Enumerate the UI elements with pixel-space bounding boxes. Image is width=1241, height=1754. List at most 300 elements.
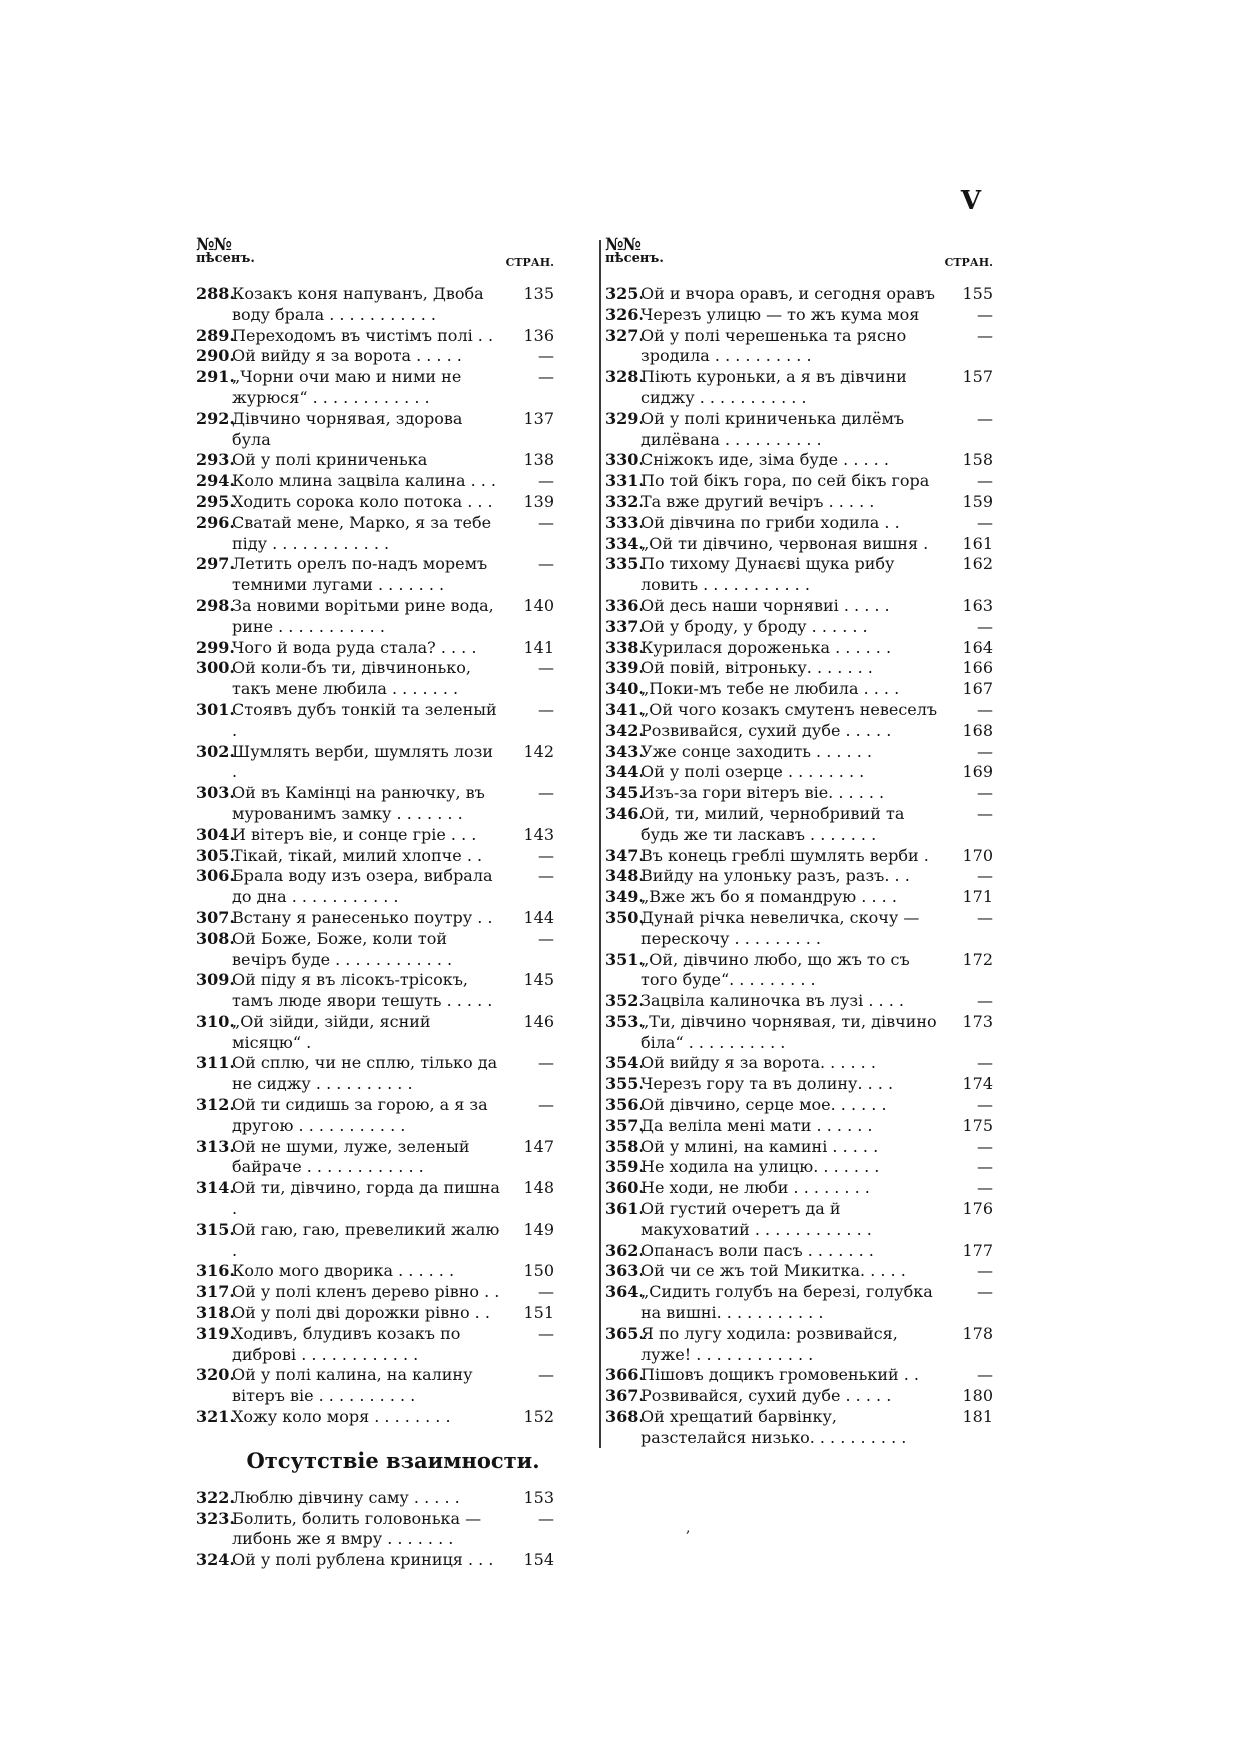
entry-title: Ой десь наши чорнявиі . . . . . (641, 595, 890, 615)
toc-entry (196, 1365, 554, 1407)
entry-title: Ой повій, вітроньку. . . . . . . (641, 658, 873, 678)
entry-number: 339. (605, 658, 644, 678)
entry-title: Козакъ коня напуванъ, Двоба воду брала . . . . . . . . . . . (232, 284, 484, 324)
entry-number: 353. (605, 1011, 644, 1031)
entry-page: 151 (523, 1303, 554, 1323)
entry-page: 149 (523, 1219, 554, 1239)
entry-title: Коло млина зацвіла калина . . . (232, 471, 497, 491)
entry-number: 296. (196, 512, 235, 532)
toc-entry (605, 1386, 993, 1407)
page-label: СТРАН. (505, 256, 554, 269)
entry-page: 152 (523, 1407, 554, 1427)
entry-page: 161 (962, 533, 993, 553)
toc-entry (196, 367, 554, 409)
entry-title: Хожу коло моря . . . . . . . . (232, 1407, 451, 1427)
entry-title: Ой вийду я за ворота. . . . . . (641, 1053, 876, 1073)
entry-page: 135 (523, 284, 554, 303)
entry-number: 291. (196, 367, 235, 387)
entry-page: — (977, 907, 993, 927)
toc-entry (605, 326, 993, 368)
entry-page: 159 (962, 491, 993, 511)
entry-title: Брала воду изъ озера, вибрала до дна . . . . . . . . . . . (232, 866, 493, 907)
entry-title: Ой у полі озерце . . . . . . . . (641, 762, 865, 782)
entry-number: 343. (605, 741, 644, 761)
entry-title: Зацвіла калиночка въ лузі . . . . (641, 991, 904, 1011)
toc-entry (196, 1178, 554, 1220)
entry-title: Уже сонце заходить . . . . . . (641, 741, 872, 761)
entry-title: Ой ти сидишь за горою, а я за другою . . . . . . . . . . . (232, 1095, 488, 1135)
entry-number: 334. (605, 533, 644, 553)
entry-page: 158 (962, 450, 993, 470)
entry-title: Сватай мене, Марко, я за тебе піду . . . . . . . . . . . . (232, 512, 492, 553)
toc-entry (196, 638, 554, 659)
entry-title: Ой у полі черешенька та рясно зродила . . . . . . . . . . (641, 325, 907, 366)
entry-number: 307. (196, 907, 235, 927)
entry-title: Да веліла мені мати . . . . . . (641, 1115, 873, 1135)
entry-title: „Ой чого козакъ смутенъ невеселъ (641, 699, 938, 719)
toc-entry (196, 450, 554, 471)
entry-page: — (977, 991, 993, 1011)
toc-entry (605, 638, 993, 659)
entry-number: 328. (605, 367, 644, 387)
entry-page: — (977, 1095, 993, 1115)
entry-number: 362. (605, 1240, 644, 1260)
toc-entry (605, 1365, 993, 1386)
entry-title: Ой и вчора оравъ, и сегодня оравъ (641, 284, 935, 303)
toc-entry (196, 554, 554, 596)
entry-page: 172 (962, 949, 993, 969)
toc-entry (605, 1324, 993, 1366)
entry-page: — (977, 512, 993, 532)
entry-page: 139 (523, 491, 554, 511)
entry-page: — (538, 928, 554, 948)
entry-number: 361. (605, 1199, 644, 1219)
entry-number: 359. (605, 1157, 644, 1177)
toc-entry (196, 513, 554, 555)
entry-title: Опанасъ воли пасъ . . . . . . . (641, 1240, 874, 1260)
entry-title: Курилася дороженька . . . . . . (641, 637, 892, 657)
toc-entry (605, 1407, 993, 1449)
toc-entry (605, 721, 993, 742)
entry-title: Розвивайся, сухий дубе . . . . . (641, 720, 892, 740)
toc-entry (605, 596, 993, 617)
entry-title: Ой Боже, Боже, коли той вечіръ буде . . . . . . . . . . . . (232, 928, 453, 969)
entry-page: — (538, 554, 554, 574)
entry-number: 295. (196, 491, 235, 511)
entry-page: 154 (523, 1550, 554, 1570)
entry-page: 148 (523, 1178, 554, 1198)
toc-entry (605, 1199, 993, 1241)
toc-entry (605, 1157, 993, 1178)
column-divider (599, 240, 601, 1448)
entry-number: 293. (196, 450, 235, 470)
toc-entry (196, 908, 554, 929)
entry-page: 136 (523, 325, 554, 345)
entry-number: 311. (196, 1053, 235, 1073)
toc-entry (605, 908, 993, 950)
toc-entry (605, 450, 993, 471)
entry-number: 347. (605, 845, 644, 865)
entry-page: 137 (523, 408, 554, 428)
toc-entry (605, 409, 993, 451)
entry-page: 166 (962, 658, 993, 678)
entry-title: Ой ти, дівчино, горда да пишна . (232, 1178, 500, 1219)
entry-title: Сніжокъ иде, зіма буде . . . . . (641, 450, 889, 470)
entry-page: — (977, 699, 993, 719)
entry-title: „Чорни очи маю и ними не журюся“ . . . . . . . . . . . . (232, 367, 462, 407)
toc-entry (196, 284, 554, 326)
entry-number: 300. (196, 658, 235, 678)
entry-number: 332. (605, 491, 644, 511)
entry-number: 317. (196, 1282, 235, 1302)
toc-entry (605, 367, 993, 409)
entry-page: — (538, 699, 554, 719)
toc-entry (605, 866, 993, 887)
entry-page: — (977, 1157, 993, 1177)
header-number-label (605, 235, 695, 266)
entry-title: Ой у полі криниченька (232, 450, 428, 470)
page-label: СТРАН. (944, 256, 993, 269)
entry-title: Ой піду я въ лісокъ-трісокъ, тамъ люде явори тешуть . . . . . (232, 970, 493, 1011)
entry-page: — (538, 471, 554, 491)
entry-page: 177 (962, 1240, 993, 1260)
entry-title: Ой у млині, на камині . . . . . (641, 1136, 879, 1156)
entry-page: — (538, 512, 554, 532)
entry-page: 144 (523, 907, 554, 927)
toc-entry (196, 1509, 554, 1551)
entry-number: 309. (196, 970, 235, 990)
entry-page: 168 (962, 720, 993, 740)
toc-entry (605, 1095, 993, 1116)
entry-number: 349. (605, 887, 644, 907)
entry-title: Не ходила на улицю. . . . . . . (641, 1157, 880, 1177)
entry-number: 340. (605, 679, 644, 699)
right-column (605, 235, 993, 1449)
toc-entry (196, 1282, 554, 1303)
toc-entry (605, 846, 993, 867)
entry-page: 150 (523, 1261, 554, 1281)
entry-page: — (977, 471, 993, 491)
toc-entry (605, 700, 993, 721)
entry-number: 288. (196, 284, 235, 303)
entry-page: — (977, 803, 993, 823)
entry-title: Ой не шуми, луже, зеленый байраче . . . . . . . . . . . . (232, 1136, 470, 1177)
entry-number: 366. (605, 1365, 644, 1385)
entry-number: 335. (605, 554, 644, 574)
number-symbol: №№ (605, 235, 640, 255)
entry-number: 305. (196, 845, 235, 865)
entry-number: 308. (196, 928, 235, 948)
toc-entry (605, 1261, 993, 1282)
entry-page: 142 (523, 741, 554, 761)
entry-page: 178 (962, 1323, 993, 1343)
entry-title: Ой чи се жъ той Микитка. . . . . (641, 1261, 906, 1281)
toc-entry (196, 866, 554, 908)
entry-page: — (977, 325, 993, 345)
entry-page: 153 (523, 1487, 554, 1507)
entry-page: 157 (962, 367, 993, 387)
entry-page: 169 (962, 762, 993, 782)
toc-entry (196, 596, 554, 638)
entry-title: Ой въ Камінці на ранючку, въ мурованимъ замку . . . . . . . (232, 783, 485, 823)
entry-page: 170 (962, 845, 993, 865)
toc-entry (196, 929, 554, 971)
toc-entry (605, 679, 993, 700)
toc-entry (605, 804, 993, 846)
entry-number: 313. (196, 1136, 235, 1156)
entry-number: 294. (196, 471, 235, 491)
entry-page: — (538, 1282, 554, 1302)
entry-number: 342. (605, 720, 644, 740)
entry-page: 176 (962, 1199, 993, 1219)
toc-entry (605, 1053, 993, 1074)
entry-title: Ой у полі криниченька дилёмъ дилёвана . . . . . . . . . . (641, 408, 905, 449)
entry-page: 143 (523, 824, 554, 844)
number-label: пѣсенъ. (196, 251, 255, 266)
toc-entry (605, 554, 993, 596)
entry-title: Та вже другий вечіръ . . . . . (641, 491, 875, 511)
toc-entry (605, 1137, 993, 1158)
entry-number: 320. (196, 1365, 235, 1385)
entry-number: 312. (196, 1095, 235, 1115)
entry-number: 303. (196, 783, 235, 803)
toc-entry (605, 284, 993, 305)
entry-title: Ой густий очеретъ да й макуховатий . . . . . . . . . . . . (641, 1199, 872, 1239)
entry-title: Ой хрещатий барвінку, разстелайся низько. . . . . . . . . . (641, 1407, 907, 1447)
entry-title: Болить, болить головонька — либонь же я вмру . . . . . . . (232, 1508, 482, 1549)
entry-number: 323. (196, 1508, 235, 1528)
entry-page: — (977, 1053, 993, 1073)
entry-number: 351. (605, 949, 644, 969)
entry-title: Летить орелъ по-надъ моремъ темними лугами . . . . . . . (232, 554, 488, 595)
entry-title: Коло мого дворика . . . . . . (232, 1261, 455, 1281)
entry-title: Ой у броду, у броду . . . . . . (641, 616, 868, 636)
entry-number: 299. (196, 637, 235, 657)
entry-page: — (538, 866, 554, 886)
entry-number: 331. (605, 471, 644, 491)
entry-number: 363. (605, 1261, 644, 1281)
entry-page: 173 (962, 1011, 993, 1031)
entry-number: 302. (196, 741, 235, 761)
entry-page: 174 (962, 1074, 993, 1094)
entry-page: 181 (962, 1407, 993, 1427)
toc-entry (605, 1012, 993, 1054)
entry-title: Ой у полі дві дорожки рівно . . (232, 1303, 490, 1323)
entry-number: 324. (196, 1550, 235, 1570)
entry-title: Чого й вода руда стала? . . . . (232, 637, 477, 657)
entry-number: 315. (196, 1219, 235, 1239)
entry-title: Дунай річка невеличка, скочу — перескочу . . . . . . . . . (641, 907, 920, 948)
entry-number: 292. (196, 408, 235, 428)
entry-list (196, 1488, 554, 1571)
toc-entry (196, 1220, 554, 1262)
entry-page: — (977, 1282, 993, 1302)
entry-title: Ой у полі рублена криниця . . . (232, 1550, 494, 1570)
entry-page: 138 (523, 450, 554, 470)
entry-page: — (538, 783, 554, 803)
entry-title: Ой, ти, милий, чернобривий та будь же ти ласкавъ . . . . . . . (641, 803, 905, 844)
entry-number: 289. (196, 325, 235, 345)
entry-page: — (538, 1053, 554, 1073)
entry-number: 348. (605, 866, 644, 886)
entry-title: Стоявъ дубъ тонкій та зеленый . (232, 699, 497, 740)
entry-number: 321. (196, 1407, 235, 1427)
entry-title: Ходить сорока коло потока . . . (232, 491, 493, 511)
toc-entry (196, 783, 554, 825)
entry-number: 336. (605, 595, 644, 615)
entry-page: 162 (962, 554, 993, 574)
entry-number: 337. (605, 616, 644, 636)
entry-number: 310. (196, 1011, 235, 1031)
entry-title: И вітеръ віе, и сонце гріе . . . (232, 824, 477, 844)
entry-number: 368. (605, 1407, 644, 1427)
toc-entry (605, 1074, 993, 1095)
entry-number: 356. (605, 1095, 644, 1115)
entry-title: „Сидить голубъ на березі, голубка на вишні. . . . . . . . . . . (641, 1282, 933, 1323)
toc-entry (196, 1053, 554, 1095)
toc-entry (605, 783, 993, 804)
entry-title: „Ой ти дівчино, червоная вишня . (641, 533, 929, 553)
entry-page: 155 (962, 284, 993, 303)
entry-page: — (977, 1136, 993, 1156)
entry-page: — (977, 1178, 993, 1198)
entry-number: 314. (196, 1178, 235, 1198)
entry-page: 171 (962, 887, 993, 907)
toc-entry (605, 617, 993, 638)
entry-title: Ой у полі калина, на калину вітеръ віе . . . . . . . . . . (232, 1365, 473, 1406)
entry-page: 140 (523, 595, 554, 615)
toc-entry (196, 346, 554, 367)
entry-page: 141 (523, 637, 554, 657)
number-symbol: №№ (196, 235, 231, 255)
entry-title: Пішовъ дощикъ громовенький . . (641, 1365, 919, 1385)
entry-number: 364. (605, 1282, 644, 1302)
entry-title: По той бікъ гора, по сей бікъ гора (641, 471, 930, 491)
entry-title: Ой дівчино, серце мое. . . . . . (641, 1095, 887, 1115)
entry-title: Розвивайся, сухий дубе . . . . . (641, 1386, 892, 1406)
entry-page: 167 (962, 679, 993, 699)
entry-page: 164 (962, 637, 993, 657)
entry-page: — (538, 1508, 554, 1528)
entry-number: 354. (605, 1053, 644, 1073)
toc-entry (196, 846, 554, 867)
column-header (605, 235, 993, 284)
toc-entry (196, 970, 554, 1012)
entry-number: 330. (605, 450, 644, 470)
toc-entry (605, 1178, 993, 1199)
entry-page: 180 (962, 1386, 993, 1406)
toc-entry (605, 492, 993, 513)
entry-page: 147 (523, 1136, 554, 1156)
entry-number: 345. (605, 783, 644, 803)
toc-entry (196, 326, 554, 347)
entry-page: — (538, 346, 554, 366)
toc-entry (196, 1095, 554, 1137)
entry-page: — (538, 1365, 554, 1385)
entry-number: 316. (196, 1261, 235, 1281)
entry-page: — (977, 783, 993, 803)
entry-title: Черезъ гору та въ долину. . . . (641, 1074, 894, 1094)
page-number: V (960, 186, 982, 216)
entry-title: „Ой, дівчино любо, що жъ то съ того буде“. . . . . . . . . (641, 949, 910, 990)
toc-entry (196, 1550, 554, 1571)
column-header (196, 235, 554, 284)
toc-entry (605, 471, 993, 492)
toc-entry (196, 1488, 554, 1509)
entry-number: 290. (196, 346, 235, 366)
entry-number: 304. (196, 824, 235, 844)
entry-page: — (977, 1365, 993, 1385)
entry-number: 360. (605, 1178, 644, 1198)
entry-number: 325. (605, 284, 644, 303)
entry-page: — (538, 845, 554, 865)
toc-entry (196, 1012, 554, 1054)
entry-title: Вийду на улоньку разъ, разъ. . . (641, 866, 910, 886)
header-number-label (196, 235, 286, 266)
toc-entry (196, 492, 554, 513)
entry-number: 306. (196, 866, 235, 886)
entry-number: 322. (196, 1487, 235, 1507)
entry-page: — (977, 304, 993, 324)
entry-title: Люблю дівчину саму . . . . . (232, 1487, 460, 1507)
entry-number: 329. (605, 408, 644, 428)
entry-page: — (977, 616, 993, 636)
number-label: пѣсенъ. (605, 251, 664, 266)
entry-page: — (977, 1261, 993, 1281)
toc-entry (196, 1137, 554, 1179)
entry-number: 338. (605, 637, 644, 657)
entry-page: — (538, 1095, 554, 1115)
entry-number: 341. (605, 699, 644, 719)
entry-title: Піють куроньки, а я въ дівчини сиджу . . . . . . . . . . . (641, 367, 907, 407)
entry-title: Переходомъ въ чистімъ полі . . (232, 325, 494, 345)
toc-entry (605, 534, 993, 555)
entry-title: Ой гаю, гаю, превеликий жалю . (232, 1219, 500, 1260)
entry-title: Ой вийду я за ворота . . . . . (232, 346, 462, 366)
entry-title: Встану я ранесенько поутру . . (232, 907, 493, 927)
entry-title: Ой коли-бъ ти, дівчинонько, такъ мене любила . . . . . . . (232, 658, 471, 699)
entry-number: 346. (605, 803, 644, 823)
entry-title: Не ходи, не люби . . . . . . . . (641, 1178, 870, 1198)
toc-entry (196, 1261, 554, 1282)
entry-page: — (977, 866, 993, 886)
toc-entry (196, 700, 554, 742)
toc-entry (605, 658, 993, 679)
toc-entry (196, 471, 554, 492)
entry-number: 355. (605, 1074, 644, 1094)
toc-entry (605, 991, 993, 1012)
entry-title: Тікай, тікай, милий хлопче . . (232, 845, 483, 865)
toc-entry (196, 742, 554, 784)
toc-entry (196, 825, 554, 846)
toc-entry (605, 1116, 993, 1137)
entry-number: 365. (605, 1323, 644, 1343)
entry-number: 327. (605, 325, 644, 345)
toc-entry (605, 887, 993, 908)
entry-title: Ой у полі кленъ дерево рівно . . (232, 1282, 500, 1302)
entry-title: „Вже жъ бо я помандрую . . . . (641, 887, 897, 907)
entry-page: — (538, 658, 554, 678)
entry-page: — (977, 408, 993, 428)
toc-entry (605, 1282, 993, 1324)
entry-number: 350. (605, 907, 644, 927)
entry-title: Въ конець греблі шумлять верби . (641, 845, 929, 865)
entry-number: 344. (605, 762, 644, 782)
entry-page: — (538, 1323, 554, 1343)
entry-page: 163 (962, 595, 993, 615)
entry-title: „Ой зійди, зійди, ясний місяцю“ . (232, 1011, 431, 1052)
entry-page: — (538, 367, 554, 387)
